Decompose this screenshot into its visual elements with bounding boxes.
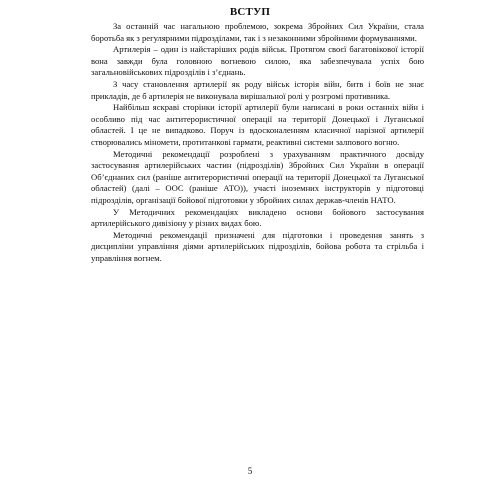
paragraph: Найбільш яскраві сторінки історії артилерії були написані в роки останніх війн і особливо під час антитерористичної операції на території Донецької і Луганської областей. І це не випадково. Поруч із вдосконаленням класичної нарізної артилерії створювались міномети, протитанкові гармати, реактивні системи залпового вогню. bbox=[91, 102, 424, 147]
paragraph: Методичні рекомендації призначені для підготовки і проведення занять з дисципліни управління діями артилерійських підрозділів, бойова робота та стрільба і управління вогнем. bbox=[91, 229, 424, 263]
paragraph: Методичні рекомендації розроблені з урахуванням практичного досвіду застосування артилерійських частин (підрозділів) Збройних Сил України в операції Об’єднаних сил (раніше антитерористичні операції на території Донецької та Луганської областей) (далі – ООС (раніше АТО)), участі іноземних інструкторів у підготовці підрозділів, організації бойової підготовки у збройних силах держав-членів НАТО. bbox=[91, 148, 424, 205]
page-number: 5 bbox=[247, 466, 253, 476]
body-text bbox=[91, 21, 424, 264]
paragraph: За останній час нагальною проблемою, зокрема Збройних Сил України, стала боротьба як з регулярними підрозділами, так і з незаконними збройними формуваннями. bbox=[91, 21, 424, 43]
paragraph: У Методичних рекомендаціях викладено основи бойового застосування артилерійського дивізіону у різних видах бою. bbox=[91, 206, 424, 229]
paragraph: З часу становлення артилерії як роду військ історія війн, битв і боїв не знає прикладів, де б артилерія не виконувала вирішальної ролі у розгромі противника. bbox=[91, 78, 424, 101]
page-title: ВСТУП bbox=[229, 6, 271, 18]
paragraph: Артилерія – один із найстаріших родів військ. Протягом своєї багатовікової історії вона завжди була головною вогневою силою, яка забезпечувала успіх бою загальновійськових підрозділів і з’єднань. bbox=[91, 44, 424, 78]
